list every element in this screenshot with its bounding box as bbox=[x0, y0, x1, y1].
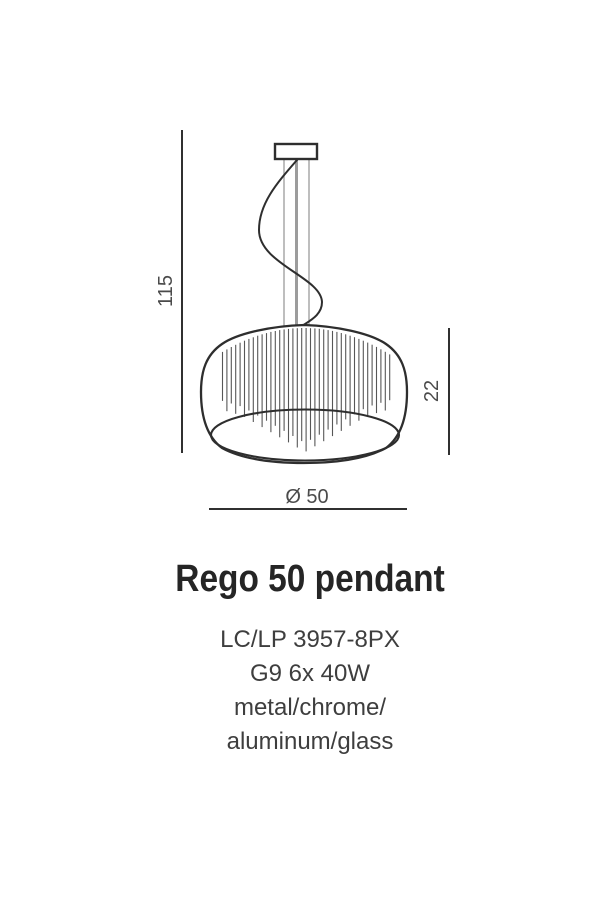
product-specs bbox=[0, 623, 600, 759]
ceiling-canopy bbox=[275, 144, 317, 159]
spec-model-code: LC/LP 3957-8PX bbox=[220, 626, 400, 653]
suspension-rods bbox=[284, 159, 309, 331]
power-cable bbox=[259, 160, 322, 329]
spec-materials-1: metal/chrome/ bbox=[233, 694, 387, 721]
product-title: Rego 50 pendant bbox=[175, 558, 445, 600]
spec-bulb: G9 6x 40W bbox=[249, 660, 371, 687]
spec-materials-2: aluminum/glass bbox=[226, 728, 394, 755]
dimension-label-shade-height: 22 bbox=[421, 379, 443, 403]
dimension-label-total-height: 115 bbox=[155, 275, 177, 307]
product-info bbox=[0, 559, 600, 759]
dimension-label-diameter: Ø 50 bbox=[285, 486, 329, 508]
